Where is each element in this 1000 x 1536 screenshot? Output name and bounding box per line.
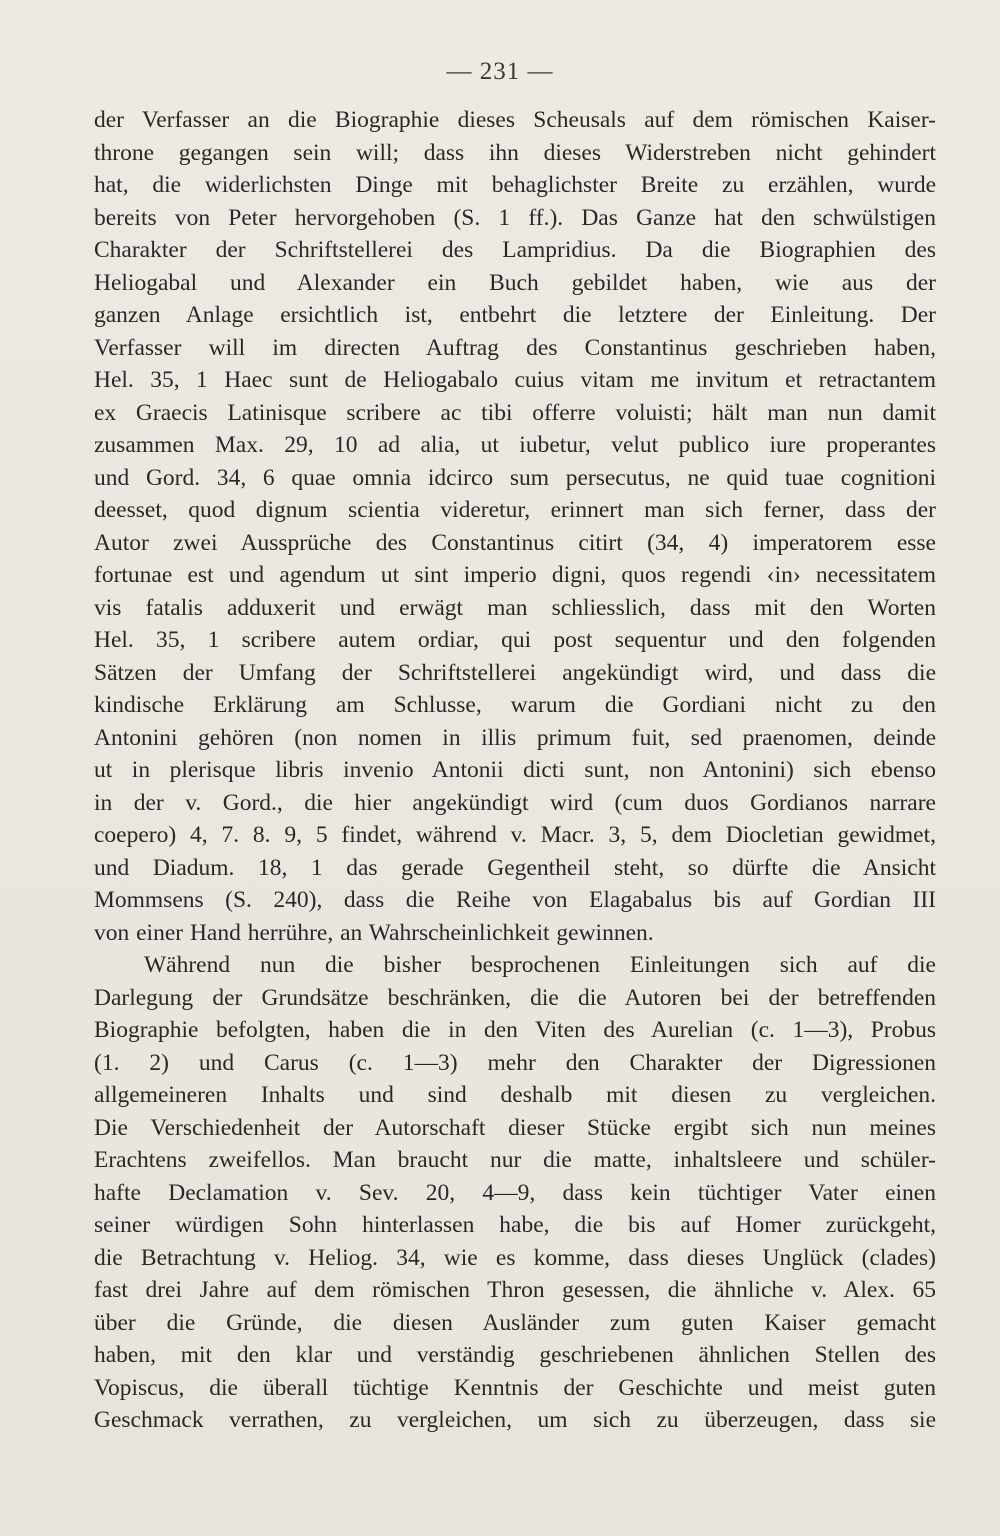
text-line: fast drei Jahre auf dem römischen Thron gesessen, die ähnliche v. Alex. 65 xyxy=(94,1277,936,1303)
text-line: Autor zwei Aussprüche des Constantinus citirt (34, 4) imperatorem esse xyxy=(94,529,936,556)
text-line: seiner würdigen Sohn hinterlassen habe, die bis auf Homer zurückgeht, xyxy=(94,1212,936,1238)
text-line: Biographie befolgten, haben die in den Viten des Aurelian (c. 1—3), Probus xyxy=(94,1017,936,1043)
text-line: in der v. Gord., die hier angekündigt wird (cum duos Gordianos narrare xyxy=(94,789,936,816)
text-line: fortunae est und agendum ut sint imperio digni, quos regendi ‹in› necessitatem xyxy=(94,562,936,588)
text-line: ganzen Anlage ersichtlich ist, entbehrt die letztere der Einleitung. Der xyxy=(94,302,936,328)
text-line: Mommsens (S. 240), dass die Reihe von Elagabalus bis auf Gordian III xyxy=(94,887,936,913)
text-line: coepero) 4, 7. 8. 9, 5 findet, während v. Macr. 3, 5, dem Diocletian gewidmet, xyxy=(94,822,936,848)
text-line: und Gord. 34, 6 quae omnia idcirco sum persecutus, ne quid tuae cognitioni xyxy=(94,464,936,491)
text-line: Antonini gehören (non nomen in illis primum fuit, sed praenomen, deinde xyxy=(94,724,936,751)
text-line: deesset, quod dignum scientia videretur, erinnert man sich ferner, dass der xyxy=(94,497,936,523)
text-line: hat, die widerlichsten Dinge mit behaglichster Breite zu erzählen, wurde xyxy=(94,172,936,198)
text-line: zusammen Max. 29, 10 ad alia, ut iubetur, velut publico iure properantes xyxy=(94,432,936,458)
text-line: über die Gründe, die diesen Ausländer zum guten Kaiser gemacht xyxy=(94,1309,936,1336)
text-line: Geschmack verrathen, zu vergleichen, um sich zu überzeugen, dass sie xyxy=(94,1407,936,1433)
text-line: Vopiscus, die überall tüchtige Kenntnis der Geschichte und meist guten xyxy=(94,1374,936,1401)
text-line: Charakter der Schriftstellerei des Lampridius. Da die Biographien des xyxy=(94,237,936,263)
text-line: der Verfasser an die Biographie dieses Scheusals auf dem römischen Kaiser- xyxy=(94,107,936,133)
body-text xyxy=(94,104,936,1437)
text-line: vis fatalis adduxerit und erwägt man schliesslich, dass mit den Worten xyxy=(94,594,936,621)
text-line: Die Verschiedenheit der Autorschaft dieser Stücke ergibt sich nun meines xyxy=(94,1114,936,1141)
text-line: Hel. 35, 1 scribere autem ordiar, qui post sequentur und den folgenden xyxy=(94,627,936,653)
text-line: throne gegangen sein will; dass ihn dieses Widerstreben nicht gehindert xyxy=(94,139,936,166)
text-line: Heliogabal und Alexander ein Buch gebildet haben, wie aus der xyxy=(94,269,936,296)
text-line: von einer Hand herrühre, an Wahrscheinlichkeit gewinnen. xyxy=(94,919,654,946)
text-line: (1. 2) und Carus (c. 1—3) mehr den Charakter der Digressionen xyxy=(94,1049,936,1076)
text-line: haben, mit den klar und verständig geschriebenen ähnlichen Stellen des xyxy=(94,1342,936,1368)
text-line: und Diadum. 18, 1 das gerade Gegentheil steht, so dürfte die Ansicht xyxy=(94,854,936,881)
text-line: ut in plerisque libris invenio Antonii dicti sunt, non Antonini) sich ebenso xyxy=(94,757,936,783)
text-line: Verfasser will im directen Auftrag des Constantinus geschrieben haben, xyxy=(94,334,936,361)
text-line: Erachtens zweifellos. Man braucht nur die matte, inhaltsleere und schüler- xyxy=(94,1147,936,1173)
text-line: Während nun die bisher besprochenen Einleitungen sich auf die xyxy=(144,952,936,978)
text-line: Hel. 35, 1 Haec sunt de Heliogabalo cuius vitam me invitum et retractantem xyxy=(94,367,936,393)
text-line: Darlegung der Grundsätze beschränken, die die Autoren bei der betreffenden xyxy=(94,984,936,1011)
text-line: Sätzen der Umfang der Schriftstellerei angekündigt wird, und dass die xyxy=(94,659,936,686)
text-line: die Betrachtung v. Heliog. 34, wie es komme, dass dieses Unglück (clades) xyxy=(94,1244,936,1271)
text-line: kindische Erklärung am Schlusse, warum die Gordiani nicht zu den xyxy=(94,692,936,718)
text-line: hafte Declamation v. Sev. 20, 4—9, dass kein tüchtiger Vater einen xyxy=(94,1179,936,1206)
text-line: bereits von Peter hervorgehoben (S. 1 ff.). Das Ganze hat den schwülstigen xyxy=(94,204,936,231)
page-number: — 231 — xyxy=(446,58,554,85)
text-line: allgemeineren Inhalts und sind deshalb mit diesen zu vergleichen. xyxy=(94,1082,936,1108)
text-line: ex Graecis Latinisque scribere ac tibi offerre voluisti; hält man nun damit xyxy=(94,399,936,426)
